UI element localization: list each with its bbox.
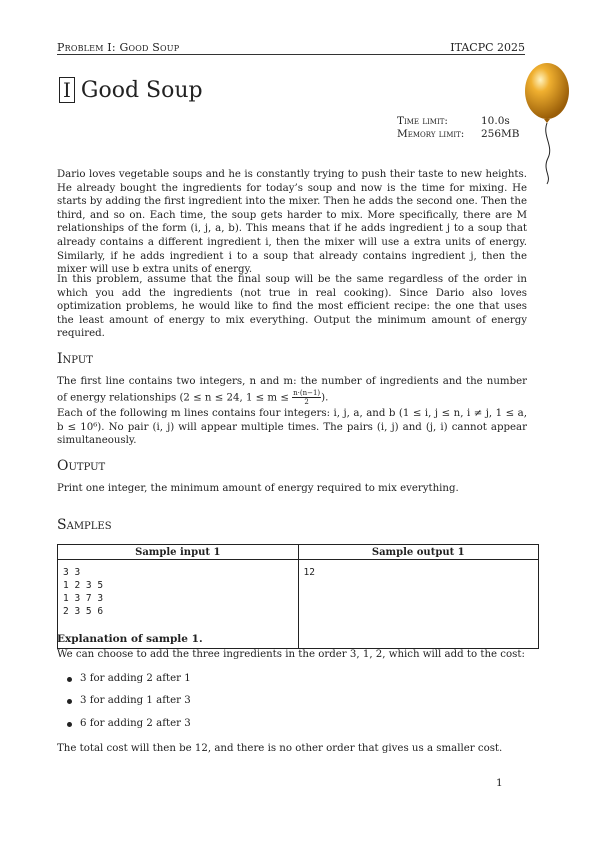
bullet-icon [67, 677, 72, 682]
explanation-title: Explanation of sample 1. [57, 633, 203, 645]
input-paragraph-2: Each of the following m lines contains four integers: i, j, a, and b (1 ≤ i, j ≤ n, i ≠ j, 1 ≤ a, b ≤ 10⁶). No pair (i, j) will appear multiple times. The pairs (i, j) and (j, i) cannot appear simultaneously. [57, 408, 527, 447]
explanation-closing: The total cost will then be 12, and there is no other order that gives us a smaller cost. [57, 743, 503, 754]
fraction-numerator: n·(n−1) [293, 388, 321, 397]
input-p1-text: The first line contains two integers, n and m: the number of ingredients and the number of energy relationships (2 ≤ n ≤ 24, 1 ≤ m ≤ [57, 376, 527, 404]
input-paragraph-1 [57, 375, 527, 406]
limits-block [397, 115, 520, 141]
fraction [292, 389, 321, 406]
statement-paragraph-1: Dario loves vegetable soups and he is constantly trying to push their taste to new heights. He already bought the ingredients for today’s soup and now is the time for mixing. He starts by adding the first ingredient into the mixer. Then he adds the second one. Then the third, and so on. Each time, the soup gets harder to mix. More specifically, there are M relationships of the form (i, j, a, b). This means that if he adds ingredient j to a soup that already contains a different ingredient i, then the mixer will use a extra units of energy. Similarly, if he adds ingredient i to a soup that already contains ingredient j, then the mixer will use b extra units of energy. [57, 169, 527, 276]
bullet-icon [67, 699, 72, 704]
explanation-bullet [67, 718, 191, 729]
sample-input-line: 1 2 3 5 [63, 580, 104, 591]
sample-input-line: 3 3 [63, 567, 81, 578]
sample-input-line: 1 3 7 3 [63, 593, 104, 604]
fraction-denominator: 2 [304, 397, 309, 406]
bullet-text: 3 for adding 1 after 3 [80, 695, 191, 706]
explanation-intro: We can choose to add the three ingredients in the order 3, 1, 2, which will add to the cost: [57, 649, 525, 660]
balloon-icon [524, 56, 574, 200]
samples-heading: Samples [57, 517, 112, 533]
explanation-bullet [67, 673, 191, 684]
problem-title [59, 77, 203, 103]
input-p1-end: ). [321, 392, 329, 404]
bullet-text: 6 for adding 2 after 3 [80, 718, 191, 729]
memory-limit-label: Memory limit: [397, 128, 465, 140]
sample-input-header: Sample input 1 [58, 545, 299, 560]
output-paragraph: Print one integer, the minimum amount of energy required to mix everything. [57, 483, 459, 494]
output-heading: Output [57, 458, 106, 474]
page-number: 1 [496, 777, 503, 789]
sample-output-header: Sample output 1 [298, 545, 539, 560]
memory-limit-value: 256MB [481, 128, 520, 140]
sample-input-line: 2 3 5 6 [63, 606, 104, 617]
statement-paragraph-2: In this problem, assume that the final soup will be the same regardless of the order in which you add the ingredients (not true in real cooking). Since Dario also loves optimization problems, he would like to find the most efficient recipe: the one that uses the least amount of energy to mix everything. Output the minimum amount of energy required. [57, 274, 527, 340]
explanation-bullet [67, 695, 191, 706]
running-header-right: ITACPC 2025 [450, 41, 525, 54]
time-limit-label: Time limit: [397, 115, 448, 127]
problem-letter-box: I [59, 77, 75, 103]
sample-output-cell [298, 560, 539, 649]
bullet-icon [67, 722, 72, 727]
time-limit-value: 10.0s [481, 115, 510, 127]
input-heading: Input [57, 351, 93, 367]
bullet-text: 3 for adding 2 after 1 [80, 673, 191, 684]
sample-output-line: 12 [303, 567, 315, 578]
header-rule [57, 54, 525, 55]
running-header-left: Problem I: Good Soup [57, 41, 180, 54]
problem-name: Good Soup [80, 77, 203, 103]
